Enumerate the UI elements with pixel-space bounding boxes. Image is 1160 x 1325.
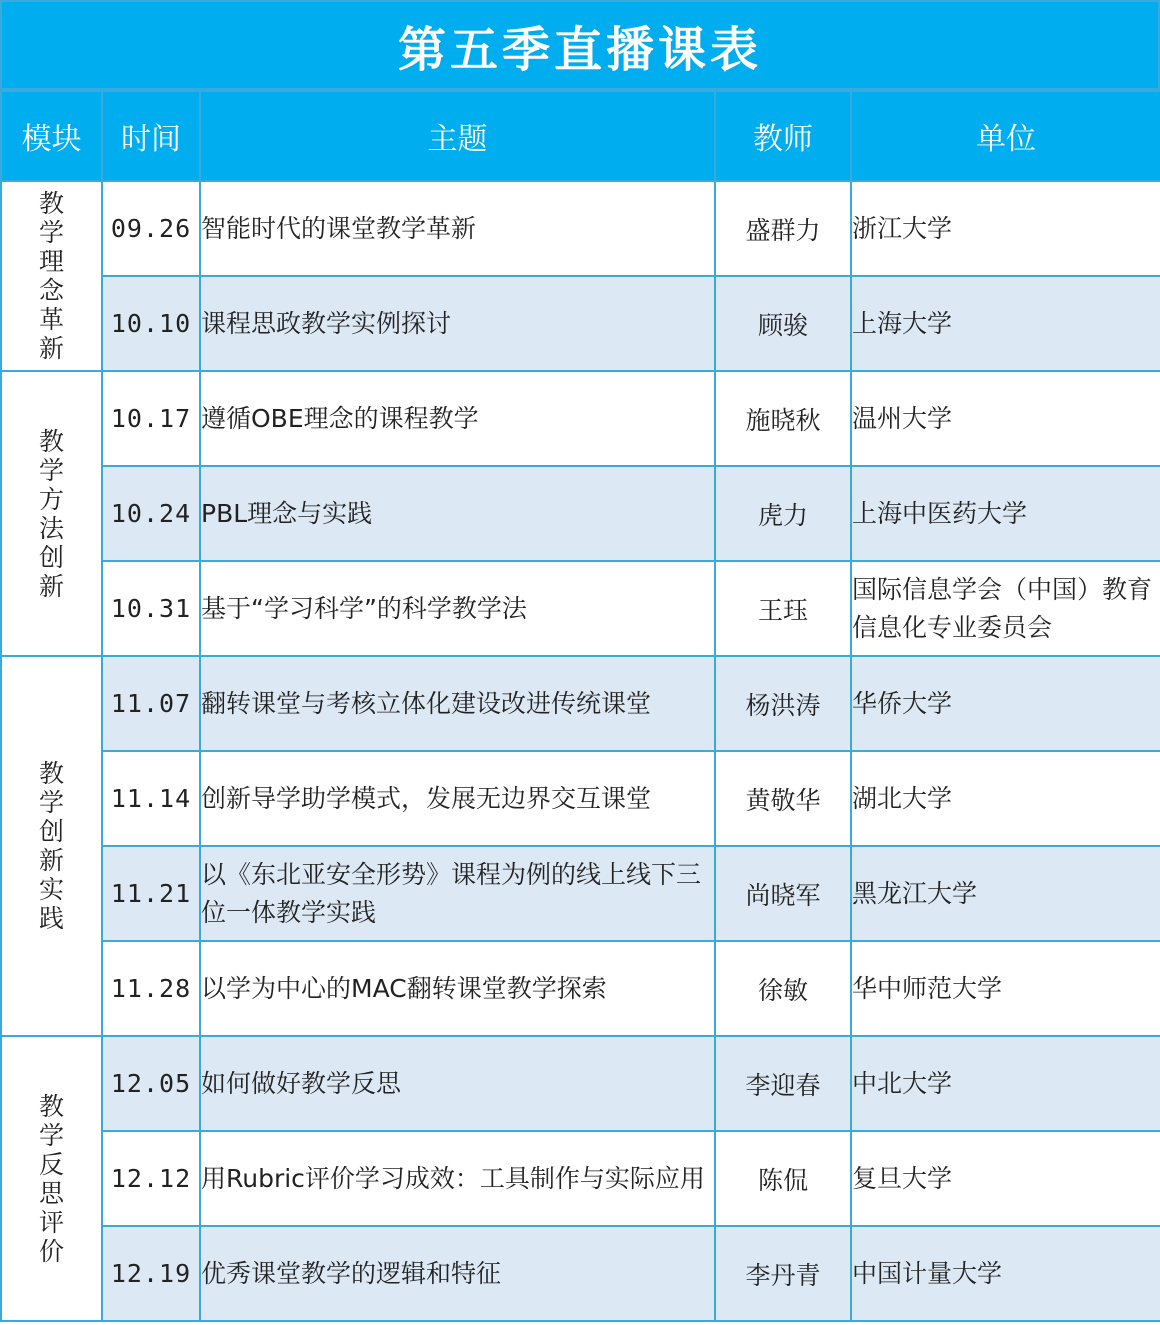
topic-cell: 创新导学助学模式，发展无边界交互课堂 <box>200 751 715 846</box>
teacher-cell: 黄敬华 <box>715 751 851 846</box>
unit-cell: 中北大学 <box>851 1036 1160 1131</box>
date-cell: 10.10 <box>102 276 200 371</box>
module-label: 教学反思评价 <box>38 1091 64 1266</box>
date-cell: 12.05 <box>102 1036 200 1131</box>
unit-cell: 黑龙江大学 <box>851 846 1160 941</box>
topic-cell: PBL理念与实践 <box>200 466 715 561</box>
unit-cell: 湖北大学 <box>851 751 1160 846</box>
header-unit: 单位 <box>851 91 1160 181</box>
module-label: 教学创新实践 <box>38 759 64 933</box>
unit-cell: 温州大学 <box>851 371 1160 466</box>
unit-cell: 浙江大学 <box>851 181 1160 276</box>
teacher-cell: 杨洪涛 <box>715 656 851 751</box>
teacher-cell: 施晓秋 <box>715 371 851 466</box>
date-cell: 11.14 <box>102 751 200 846</box>
date-cell: 10.17 <box>102 371 200 466</box>
date-cell: 10.24 <box>102 466 200 561</box>
topic-cell: 智能时代的课堂教学革新 <box>200 181 715 276</box>
teacher-cell: 李丹青 <box>715 1226 851 1321</box>
table-row <box>1 1036 1160 1131</box>
table-row <box>1 561 1160 656</box>
unit-cell: 华中师范大学 <box>851 941 1160 1036</box>
date-cell: 12.12 <box>102 1131 200 1226</box>
module-label: 教学方法创新 <box>38 426 64 601</box>
unit-cell: 华侨大学 <box>851 656 1160 751</box>
table-row <box>1 846 1160 941</box>
header-teacher: 教师 <box>715 91 851 181</box>
topic-cell: 如何做好教学反思 <box>200 1036 715 1131</box>
topic-cell: 课程思政教学实例探讨 <box>200 276 715 371</box>
date-cell: 09.26 <box>102 181 200 276</box>
topic-cell: 遵循OBE理念的课程教学 <box>200 371 715 466</box>
unit-cell: 国际信息学会（中国）教育信息化专业委员会 <box>851 561 1160 656</box>
topic-cell: 以学为中心的MAC翻转课堂教学探索 <box>200 941 715 1036</box>
table-row <box>1 751 1160 846</box>
module-cell <box>1 656 102 1036</box>
teacher-cell: 盛群力 <box>715 181 851 276</box>
teacher-cell: 王珏 <box>715 561 851 656</box>
header-date: 时间 <box>102 91 200 181</box>
module-cell <box>1 181 102 371</box>
table-row <box>1 276 1160 371</box>
topic-cell: 以《东北亚安全形势》课程为例的线上线下三位一体教学实践 <box>200 846 715 941</box>
header-topic: 主题 <box>200 91 715 181</box>
teacher-cell: 虎力 <box>715 466 851 561</box>
teacher-cell: 徐敏 <box>715 941 851 1036</box>
table-row <box>1 181 1160 276</box>
schedule-table <box>0 90 1160 1322</box>
teacher-cell: 李迎春 <box>715 1036 851 1131</box>
table-row <box>1 1226 1160 1321</box>
module-label: 教学理念革新 <box>38 189 64 363</box>
table-row <box>1 1131 1160 1226</box>
unit-cell: 复旦大学 <box>851 1131 1160 1226</box>
teacher-cell: 陈侃 <box>715 1131 851 1226</box>
topic-cell: 用Rubric评价学习成效：工具制作与实际应用 <box>200 1131 715 1226</box>
table-row <box>1 941 1160 1036</box>
table-row <box>1 656 1160 751</box>
table-row <box>1 466 1160 561</box>
module-cell <box>1 1036 102 1321</box>
table-row <box>1 371 1160 466</box>
unit-cell: 上海大学 <box>851 276 1160 371</box>
header-row <box>1 91 1160 181</box>
page-title: 第五季直播课表 <box>0 0 1160 90</box>
unit-cell: 上海中医药大学 <box>851 466 1160 561</box>
topic-cell: 基于“学习科学”的科学教学法 <box>200 561 715 656</box>
date-cell: 11.28 <box>102 941 200 1036</box>
date-cell: 12.19 <box>102 1226 200 1321</box>
date-cell: 11.07 <box>102 656 200 751</box>
header-module: 模块 <box>1 91 102 181</box>
topic-cell: 翻转课堂与考核立体化建设改进传统课堂 <box>200 656 715 751</box>
module-cell <box>1 371 102 656</box>
teacher-cell: 尚晓军 <box>715 846 851 941</box>
topic-cell: 优秀课堂教学的逻辑和特征 <box>200 1226 715 1321</box>
date-cell: 10.31 <box>102 561 200 656</box>
date-cell: 11.21 <box>102 846 200 941</box>
unit-cell: 中国计量大学 <box>851 1226 1160 1321</box>
teacher-cell: 顾骏 <box>715 276 851 371</box>
